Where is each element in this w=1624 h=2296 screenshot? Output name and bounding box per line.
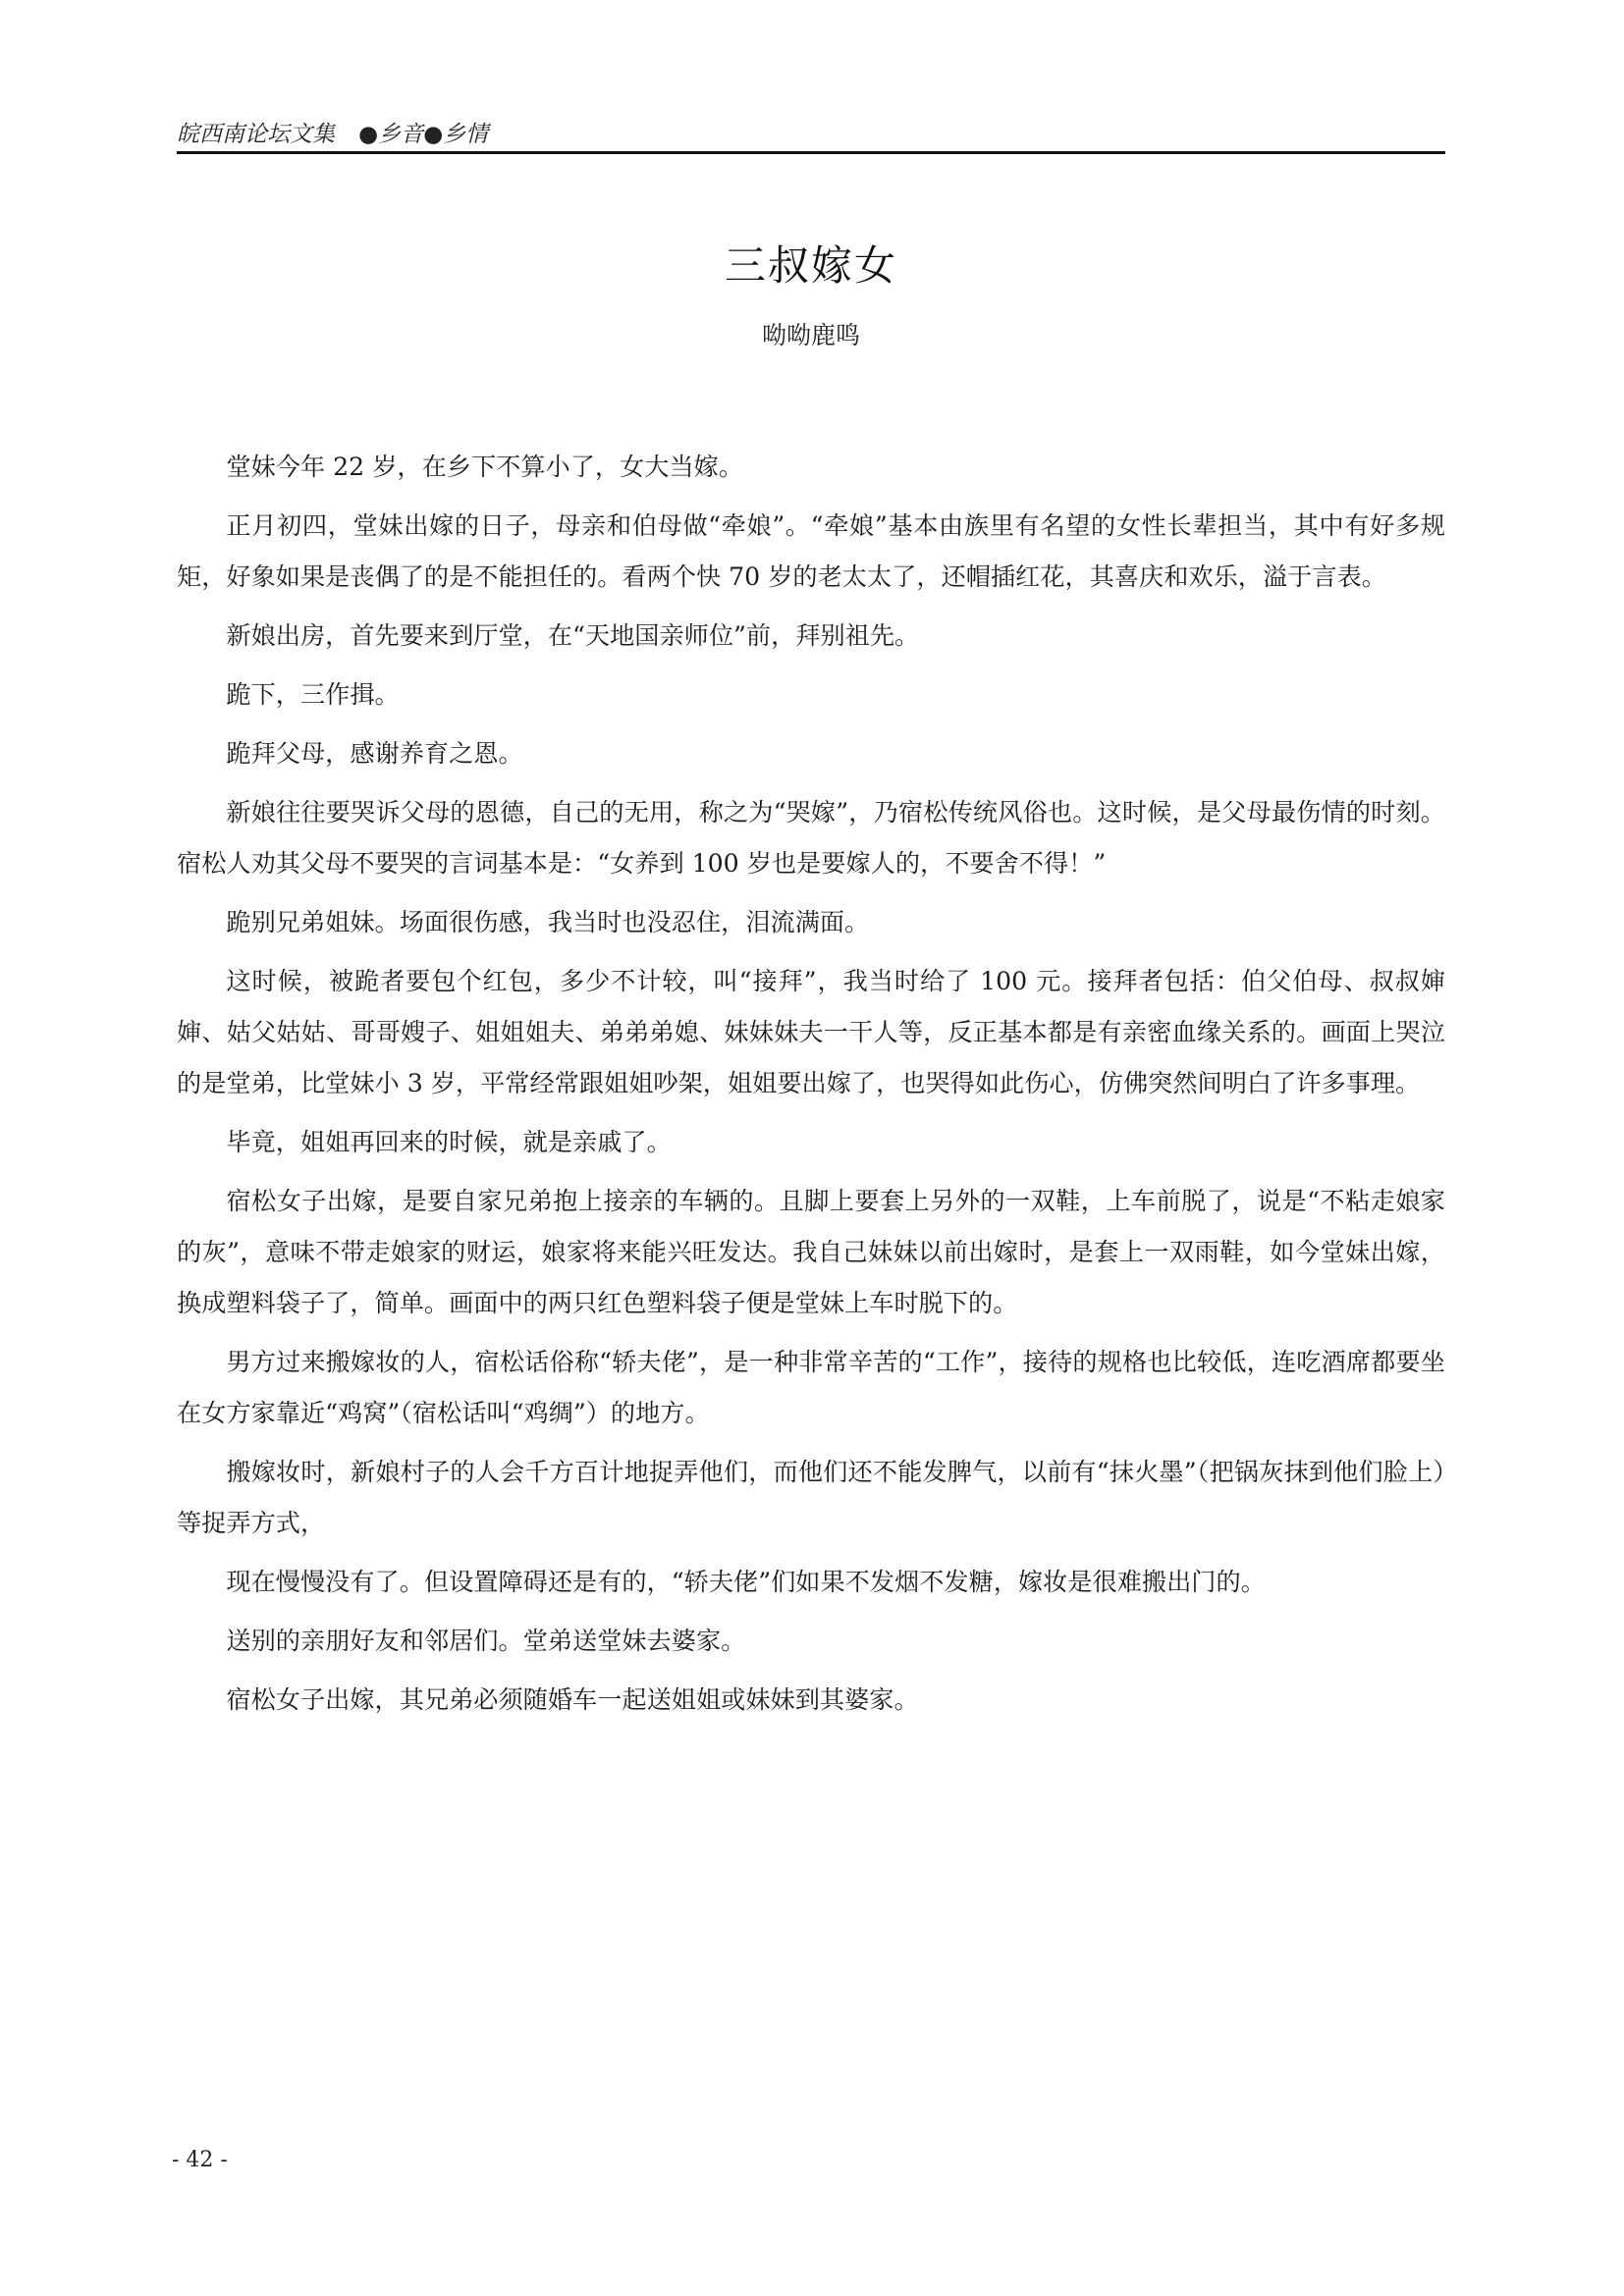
paragraph: 现在慢慢没有了。但设置障碍还是有的，“轿夫佬”们如果不发烟不发糖，嫁妆是很难搬出门的。 [226, 1568, 1266, 1596]
paragraph: 新娘往往要哭诉父母的恩德，自己的无用，称之为“哭嫁”，乃宿松传统风俗也。这时候，是父母最伤情的时刻。宿松人劝其父母不要哭的言词基本是：“女养到 100 岁也是要嫁人的，不要舍不得！” [177, 798, 1445, 878]
paragraph: 宿松女子出嫁，是要自家兄弟抱上接亲的车辆的。且脚上要套上另外的一双鞋，上车前脱了，说是“不粘走娘家的灰”，意味不带走娘家的财运，娘家将来能兴旺发达。我自己妹妹以前出嫁时，是套上一双雨鞋，如今堂妹出嫁，换成塑料袋子了，简单。画面中的两只红色塑料袋子便是堂妹上车时脱下的。 [177, 1187, 1445, 1317]
paragraph: 男方过来搬嫁妆的人，宿松话俗称“轿夫佬”，是一种非常辛苦的“工作”，接待的规格也比较低，连吃酒席都要坐在女方家靠近“鸡窝”（宿松话叫“鸡绸”）的地方。 [177, 1348, 1445, 1427]
article-author: 呦呦鹿鸣 [761, 321, 860, 349]
article-body [177, 442, 1445, 1734]
paragraph: 跪别兄弟姐妹。场面很伤感，我当时也没忍住，泪流满面。 [226, 908, 870, 936]
paragraph: 宿松女子出嫁，其兄弟必须随婚车一起送姐姐或妹妹到其婆家。 [226, 1685, 919, 1714]
page-number: - 42 - [172, 2148, 228, 2172]
paragraph: 新娘出房，首先要来到厅堂，在“天地国亲师位”前，拜别祖先。 [226, 621, 920, 650]
article-title: 三叔嫁女 [724, 241, 897, 290]
paragraph: 搬嫁妆时，新娘村子的人会千方百计地捉弄他们，而他们还不能发脾气，以前有“抹火墨”（把锅灰抹到他们脸上）等捉弄方式， [177, 1458, 1445, 1537]
paragraph: 毕竟，姐姐再回来的时候，就是亲戚了。 [226, 1128, 672, 1156]
paragraph: 送别的亲朋好友和邻居们。堂弟送堂妹去婆家。 [226, 1627, 746, 1655]
paragraph: 跪下，三作揖。 [226, 680, 400, 709]
running-header [177, 116, 1445, 148]
paragraph: 跪拜父母，感谢养育之恩。 [226, 739, 523, 768]
paragraph: 堂妹今年 22 岁，在乡下不算小了，女大当嫁。 [226, 453, 744, 481]
section-title: ●乡音●乡情 [358, 122, 489, 147]
paragraph: 这时候，被跪者要包个红包，多少不计较，叫“接拜”，我当时给了 100 元。接拜者包括：伯父伯母、叔叔婶婶、姑父姑姑、哥哥嫂子、姐姐姐夫、弟弟弟媳、妹妹妹夫一干人等，反正基本都是有亲密血缘关系的。画面上哭泣的是堂弟，比堂妹小 3 岁，平常经常跟姐姐吵架，姐姐要出嫁了，也哭得如此伤心，仿佛突然间明白了许多事理。 [177, 967, 1445, 1097]
header-rule [177, 151, 1445, 154]
paragraph: 正月初四，堂妹出嫁的日子，母亲和伯母做“牵娘”。“牵娘”基本由族里有名望的女性长辈担当，其中有好多规矩，好象如果是丧偶了的是不能担任的。看两个快 70 岁的老太太了，还帽插红花，其喜庆和欢乐，溢于言表。 [177, 511, 1445, 591]
collection-title: 皖西南论坛文集 [177, 122, 335, 147]
